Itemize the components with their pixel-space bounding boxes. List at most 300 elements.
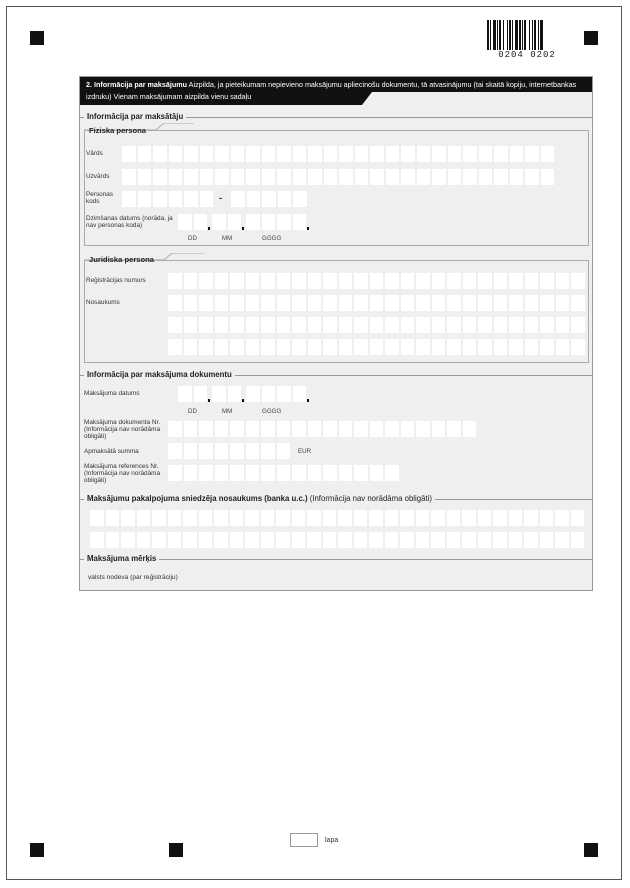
input-cell[interactable]: [230, 339, 244, 355]
input-cell[interactable]: [339, 421, 353, 437]
input-cell[interactable]: [323, 421, 337, 437]
input-cell[interactable]: [215, 273, 229, 289]
input-cell[interactable]: [230, 273, 244, 289]
input-cell[interactable]: [448, 169, 462, 185]
input-cell[interactable]: [215, 317, 229, 333]
input-cell[interactable]: [525, 317, 539, 333]
input-cell[interactable]: [354, 532, 368, 548]
input-cell[interactable]: [401, 169, 415, 185]
input-cell[interactable]: [540, 510, 554, 526]
input-cell[interactable]: [417, 146, 431, 162]
input-cell[interactable]: [462, 510, 476, 526]
input-cell[interactable]: [308, 295, 322, 311]
input-cell[interactable]: [246, 273, 260, 289]
input-cell[interactable]: [463, 317, 477, 333]
input-cell[interactable]: [277, 339, 291, 355]
input-cell[interactable]: [401, 273, 415, 289]
input-cell[interactable]: [509, 532, 523, 548]
input-cell[interactable]: [168, 421, 182, 437]
input-cell[interactable]: [293, 146, 307, 162]
input-cell[interactable]: [308, 465, 322, 481]
input-cell[interactable]: [261, 532, 275, 548]
input-cell[interactable]: [339, 295, 353, 311]
input-cell[interactable]: [323, 339, 337, 355]
input-cell[interactable]: [478, 510, 492, 526]
input-cell[interactable]: [478, 273, 492, 289]
input-cell[interactable]: [246, 443, 260, 459]
input-cell[interactable]: [509, 273, 523, 289]
input-cell[interactable]: [479, 169, 493, 185]
input-cell[interactable]: [463, 295, 477, 311]
input-cell[interactable]: [370, 421, 384, 437]
input-cell[interactable]: [199, 443, 213, 459]
input-cell[interactable]: [199, 273, 213, 289]
input-cell[interactable]: [214, 532, 228, 548]
input-cell[interactable]: [184, 191, 198, 207]
input-cell[interactable]: [323, 295, 337, 311]
input-cell[interactable]: [152, 532, 166, 548]
input-cell[interactable]: [432, 317, 446, 333]
input-cell[interactable]: [277, 386, 291, 402]
input-cell[interactable]: [277, 169, 291, 185]
input-cell[interactable]: [369, 510, 383, 526]
input-cell[interactable]: [262, 146, 276, 162]
input-cell[interactable]: [447, 339, 461, 355]
input-cell[interactable]: [121, 532, 135, 548]
input-cell[interactable]: [199, 295, 213, 311]
input-cell[interactable]: [308, 169, 322, 185]
input-cell[interactable]: [230, 532, 244, 548]
input-cell[interactable]: [571, 295, 585, 311]
input-cell[interactable]: [463, 169, 477, 185]
input-cell[interactable]: [138, 169, 152, 185]
input-cell[interactable]: [448, 146, 462, 162]
input-cell[interactable]: [432, 295, 446, 311]
input-cell[interactable]: [277, 317, 291, 333]
date-dot: [208, 399, 210, 402]
input-cell[interactable]: [385, 421, 399, 437]
input-cell[interactable]: [354, 339, 368, 355]
input-cell[interactable]: [308, 146, 322, 162]
input-cell[interactable]: [323, 465, 337, 481]
input-cell[interactable]: [276, 532, 290, 548]
input-cell[interactable]: [370, 146, 384, 162]
input-cell[interactable]: [293, 214, 307, 230]
input-cell[interactable]: [571, 273, 585, 289]
input-cell[interactable]: [339, 273, 353, 289]
input-cell[interactable]: [246, 317, 260, 333]
input-cell[interactable]: [385, 339, 399, 355]
input-cell[interactable]: [555, 532, 569, 548]
input-cell[interactable]: [385, 465, 399, 481]
input-cell[interactable]: [354, 510, 368, 526]
input-cell[interactable]: [308, 421, 322, 437]
input-cell[interactable]: [432, 146, 446, 162]
input-cell[interactable]: [276, 510, 290, 526]
input-cell[interactable]: [355, 146, 369, 162]
input-cell[interactable]: [401, 317, 415, 333]
input-cell[interactable]: [215, 146, 229, 162]
input-cell[interactable]: [509, 295, 523, 311]
input-cell[interactable]: [494, 169, 508, 185]
input-cell[interactable]: [106, 532, 120, 548]
input-cell[interactable]: [277, 443, 291, 459]
input-cell[interactable]: [494, 295, 508, 311]
input-cell[interactable]: [184, 443, 198, 459]
input-cell[interactable]: [277, 421, 291, 437]
input-cell[interactable]: [215, 339, 229, 355]
input-cell[interactable]: [463, 421, 477, 437]
input-cell[interactable]: [178, 386, 192, 402]
input-cell[interactable]: [199, 339, 213, 355]
input-cell[interactable]: [525, 295, 539, 311]
input-cell[interactable]: [324, 146, 338, 162]
input-cell[interactable]: [525, 339, 539, 355]
input-cell[interactable]: [168, 317, 182, 333]
input-cell[interactable]: [277, 273, 291, 289]
input-cell[interactable]: [355, 169, 369, 185]
input-cell[interactable]: [416, 421, 430, 437]
input-cell[interactable]: [199, 532, 213, 548]
input-cell[interactable]: [323, 273, 337, 289]
input-cell[interactable]: [228, 214, 242, 230]
input-cell[interactable]: [178, 214, 192, 230]
input-cell[interactable]: [509, 339, 523, 355]
input-cell[interactable]: [432, 339, 446, 355]
input-cell[interactable]: [199, 465, 213, 481]
input-cell[interactable]: [339, 339, 353, 355]
input-cell[interactable]: [431, 510, 445, 526]
input-cell[interactable]: [540, 339, 554, 355]
input-cell[interactable]: [308, 273, 322, 289]
input-cell[interactable]: [540, 317, 554, 333]
input-cell[interactable]: [339, 146, 353, 162]
input-cell[interactable]: [416, 317, 430, 333]
input-cell[interactable]: [386, 146, 400, 162]
input-cell[interactable]: [354, 317, 368, 333]
input-cell[interactable]: [230, 295, 244, 311]
input-cell[interactable]: [447, 421, 461, 437]
input-cell[interactable]: [447, 295, 461, 311]
page-number-field[interactable]: [290, 833, 318, 847]
input-cell[interactable]: [401, 146, 415, 162]
input-cell[interactable]: [184, 295, 198, 311]
input-cell[interactable]: [261, 339, 275, 355]
input-cell[interactable]: [228, 386, 242, 402]
input-cell[interactable]: [339, 317, 353, 333]
input-cell[interactable]: [292, 465, 306, 481]
input-cell[interactable]: [370, 169, 384, 185]
input-cell[interactable]: [401, 339, 415, 355]
input-cell[interactable]: [230, 510, 244, 526]
input-cell[interactable]: [525, 169, 539, 185]
input-cell[interactable]: [324, 169, 338, 185]
input-cell[interactable]: [215, 465, 229, 481]
input-cell[interactable]: [293, 169, 307, 185]
input-cell[interactable]: [153, 169, 167, 185]
input-cell[interactable]: [184, 169, 198, 185]
input-cell[interactable]: [194, 386, 208, 402]
input-cell[interactable]: [277, 146, 291, 162]
input-cell[interactable]: [246, 146, 260, 162]
input-cell[interactable]: [400, 532, 414, 548]
input-cell[interactable]: [478, 317, 492, 333]
input-cell[interactable]: [292, 317, 306, 333]
input-cell[interactable]: [339, 169, 353, 185]
input-cell[interactable]: [494, 146, 508, 162]
input-cell[interactable]: [479, 146, 493, 162]
input-cell[interactable]: [153, 191, 167, 207]
input-cell[interactable]: [262, 214, 276, 230]
input-cell[interactable]: [200, 146, 214, 162]
input-cell[interactable]: [354, 295, 368, 311]
input-cell[interactable]: [463, 146, 477, 162]
input-cell[interactable]: [137, 510, 151, 526]
input-cell[interactable]: [292, 339, 306, 355]
input-cell[interactable]: [571, 532, 585, 548]
input-cell[interactable]: [493, 510, 507, 526]
input-cell[interactable]: [417, 169, 431, 185]
input-cell[interactable]: [293, 386, 307, 402]
input-cell[interactable]: [370, 273, 384, 289]
input-cell[interactable]: [90, 510, 104, 526]
input-cell[interactable]: [447, 532, 461, 548]
input-cell[interactable]: [416, 295, 430, 311]
input-cell[interactable]: [494, 273, 508, 289]
input-cell[interactable]: [571, 510, 585, 526]
input-cell[interactable]: [493, 532, 507, 548]
input-cell[interactable]: [246, 214, 260, 230]
input-cell[interactable]: [169, 146, 183, 162]
input-cell[interactable]: [152, 510, 166, 526]
input-cell[interactable]: [122, 191, 136, 207]
input-cell[interactable]: [525, 273, 539, 289]
input-cell[interactable]: [308, 317, 322, 333]
input-cell[interactable]: [385, 273, 399, 289]
input-cell[interactable]: [230, 465, 244, 481]
input-cell[interactable]: [525, 146, 539, 162]
input-cell[interactable]: [277, 214, 291, 230]
input-cell[interactable]: [245, 532, 259, 548]
input-cell[interactable]: [463, 273, 477, 289]
input-cell[interactable]: [90, 532, 104, 548]
input-cell[interactable]: [292, 273, 306, 289]
input-cell[interactable]: [184, 273, 198, 289]
input-cell[interactable]: [261, 443, 275, 459]
input-cell[interactable]: [246, 295, 260, 311]
input-cell[interactable]: [246, 465, 260, 481]
input-cell[interactable]: [556, 295, 570, 311]
input-cell[interactable]: [261, 273, 275, 289]
input-cell[interactable]: [168, 273, 182, 289]
input-cell[interactable]: [400, 510, 414, 526]
input-cell[interactable]: [323, 532, 337, 548]
input-cell[interactable]: [212, 386, 226, 402]
input-cell[interactable]: [122, 146, 136, 162]
input-cell[interactable]: [153, 146, 167, 162]
input-cell[interactable]: [215, 421, 229, 437]
input-cell[interactable]: [416, 510, 430, 526]
input-cell[interactable]: [169, 169, 183, 185]
input-cell[interactable]: [278, 191, 292, 207]
input-cell[interactable]: [370, 465, 384, 481]
input-cell[interactable]: [354, 273, 368, 289]
input-cell[interactable]: [447, 317, 461, 333]
input-cell[interactable]: [200, 169, 214, 185]
input-cell[interactable]: [122, 169, 136, 185]
input-cell[interactable]: [307, 510, 321, 526]
input-cell[interactable]: [385, 510, 399, 526]
input-cell[interactable]: [509, 317, 523, 333]
input-cell[interactable]: [510, 169, 524, 185]
input-cell[interactable]: [246, 339, 260, 355]
input-cell[interactable]: [261, 421, 275, 437]
input-cell[interactable]: [183, 510, 197, 526]
input-cell[interactable]: [292, 532, 306, 548]
input-cell[interactable]: [556, 339, 570, 355]
input-cell[interactable]: [354, 421, 368, 437]
input-cell[interactable]: [524, 510, 538, 526]
input-cell[interactable]: [169, 191, 183, 207]
input-cell[interactable]: [137, 532, 151, 548]
input-cell[interactable]: [230, 317, 244, 333]
input-cell[interactable]: [385, 532, 399, 548]
input-cell[interactable]: [494, 339, 508, 355]
input-cell[interactable]: [323, 510, 337, 526]
input-cell[interactable]: [262, 169, 276, 185]
input-cell[interactable]: [231, 169, 245, 185]
input-cell[interactable]: [369, 532, 383, 548]
input-cell[interactable]: [246, 169, 260, 185]
input-cell[interactable]: [215, 169, 229, 185]
input-cell[interactable]: [432, 273, 446, 289]
input-cell[interactable]: [478, 295, 492, 311]
input-cell[interactable]: [385, 295, 399, 311]
input-cell[interactable]: [416, 339, 430, 355]
input-cell[interactable]: [463, 339, 477, 355]
input-cell[interactable]: [385, 317, 399, 333]
input-cell[interactable]: [277, 465, 291, 481]
input-cell[interactable]: [199, 421, 213, 437]
input-cell[interactable]: [370, 317, 384, 333]
input-cell[interactable]: [307, 532, 321, 548]
input-cell[interactable]: [478, 532, 492, 548]
input-cell[interactable]: [194, 214, 208, 230]
input-cell[interactable]: [168, 465, 182, 481]
input-cell[interactable]: [509, 510, 523, 526]
input-cell[interactable]: [184, 465, 198, 481]
input-cell[interactable]: [432, 169, 446, 185]
input-cell[interactable]: [230, 421, 244, 437]
input-cell[interactable]: [183, 532, 197, 548]
input-cell[interactable]: [292, 510, 306, 526]
input-cell[interactable]: [262, 386, 276, 402]
input-cell[interactable]: [121, 510, 135, 526]
input-cell[interactable]: [323, 317, 337, 333]
input-cell[interactable]: [556, 273, 570, 289]
input-cell[interactable]: [214, 510, 228, 526]
input-cell[interactable]: [293, 191, 307, 207]
input-cell[interactable]: [416, 532, 430, 548]
input-cell[interactable]: [540, 273, 554, 289]
input-cell[interactable]: [416, 273, 430, 289]
input-cell[interactable]: [370, 339, 384, 355]
input-cell[interactable]: [386, 169, 400, 185]
input-cell[interactable]: [447, 510, 461, 526]
input-cell[interactable]: [432, 421, 446, 437]
input-cell[interactable]: [200, 191, 214, 207]
input-cell[interactable]: [261, 465, 275, 481]
input-cell[interactable]: [184, 339, 198, 355]
input-cell[interactable]: [168, 339, 182, 355]
input-cell[interactable]: [571, 339, 585, 355]
input-cell[interactable]: [556, 317, 570, 333]
input-cell[interactable]: [571, 317, 585, 333]
input-cell[interactable]: [261, 317, 275, 333]
input-cell[interactable]: [231, 146, 245, 162]
input-cell[interactable]: [292, 421, 306, 437]
input-cell[interactable]: [247, 191, 261, 207]
input-cell[interactable]: [138, 191, 152, 207]
input-cell[interactable]: [338, 510, 352, 526]
input-cell[interactable]: [541, 169, 555, 185]
input-cell[interactable]: [308, 339, 322, 355]
input-cell[interactable]: [540, 295, 554, 311]
input-cell[interactable]: [246, 386, 260, 402]
input-cell[interactable]: [199, 510, 213, 526]
input-cell[interactable]: [541, 146, 555, 162]
input-cell[interactable]: [262, 191, 276, 207]
input-cell[interactable]: [231, 191, 245, 207]
input-cell[interactable]: [540, 532, 554, 548]
input-cell[interactable]: [462, 532, 476, 548]
input-cell[interactable]: [245, 510, 259, 526]
input-cell[interactable]: [215, 443, 229, 459]
input-cell[interactable]: [524, 532, 538, 548]
input-cell[interactable]: [184, 317, 198, 333]
input-cell[interactable]: [277, 295, 291, 311]
input-cell[interactable]: [447, 273, 461, 289]
input-cell[interactable]: [370, 295, 384, 311]
input-cell[interactable]: [199, 317, 213, 333]
input-cell[interactable]: [478, 339, 492, 355]
input-cell[interactable]: [431, 532, 445, 548]
input-cell[interactable]: [401, 295, 415, 311]
input-cell[interactable]: [168, 510, 182, 526]
input-cell[interactable]: [168, 532, 182, 548]
input-cell[interactable]: [184, 421, 198, 437]
input-cell[interactable]: [246, 421, 260, 437]
input-cell[interactable]: [401, 421, 415, 437]
input-cell[interactable]: [106, 510, 120, 526]
input-cell[interactable]: [230, 443, 244, 459]
input-cell[interactable]: [261, 510, 275, 526]
input-cell[interactable]: [168, 295, 182, 311]
input-cell[interactable]: [338, 532, 352, 548]
input-cell[interactable]: [168, 443, 182, 459]
input-cell[interactable]: [555, 510, 569, 526]
input-cell[interactable]: [510, 146, 524, 162]
input-cell[interactable]: [138, 146, 152, 162]
input-cell[interactable]: [212, 214, 226, 230]
input-cell[interactable]: [494, 317, 508, 333]
input-cell[interactable]: [354, 465, 368, 481]
input-cell[interactable]: [184, 146, 198, 162]
input-cell[interactable]: [215, 295, 229, 311]
input-cell[interactable]: [339, 465, 353, 481]
input-cell[interactable]: [292, 295, 306, 311]
input-cell[interactable]: [261, 295, 275, 311]
